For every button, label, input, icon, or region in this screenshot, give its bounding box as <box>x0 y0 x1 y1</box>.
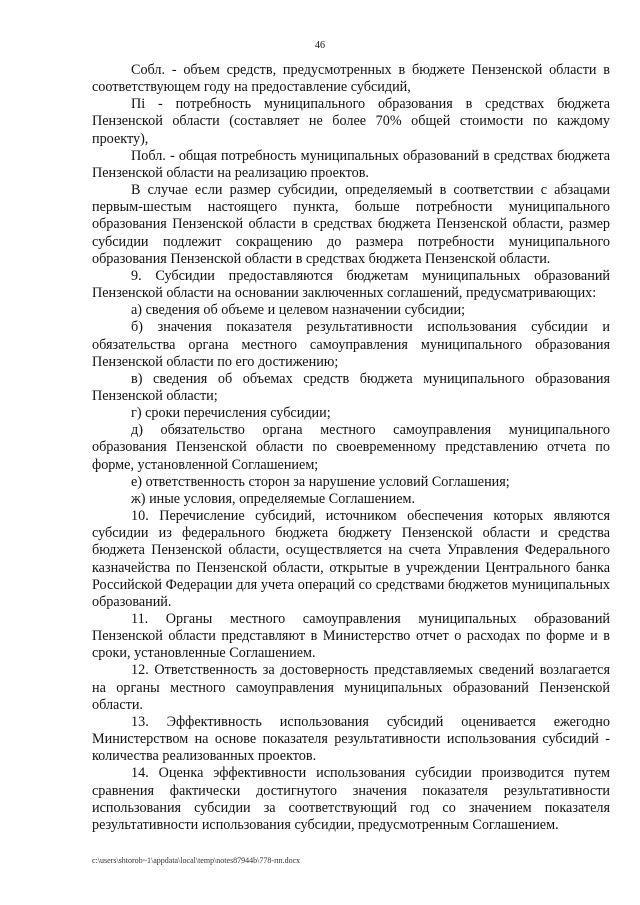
paragraph-item-9-b: б) значения показателя результативности использования субсидии и обязательства органа местного самоуправления муниципального образования Пензенской области по его достижению; <box>92 319 610 370</box>
paragraph-sobl-definition: Собл. - объем средств, предусмотренных в бюджете Пензенской области в соответствующем году на предоставление субсидий, <box>92 62 610 96</box>
paragraph-item-13: 13. Эффективность использования субсидий оценивается ежегодно Министерством на основе показателя результативности использования субсидий - количества реализованных проектов. <box>92 713 610 765</box>
document-body <box>92 62 610 834</box>
paragraph-item-12: 12. Ответственность за достоверность представляемых сведений возлагается на органы местного самоуправления муниципальных образований Пензенской области. <box>92 662 610 713</box>
paragraph-item-14: 14. Оценка эффективности использования субсидии производится путем сравнения фактически достигнутого значения показателя результативности использования субсидии за соответствующий год со значением показателя результативности использования субсидии, предусмотренным Соглашением. <box>92 765 610 833</box>
paragraph-item-9-e: е) ответственность сторон за нарушение условий Соглашения; <box>131 473 510 490</box>
paragraph-item-9-v: в) сведения об объемах средств бюджета муниципального образования Пензенской области; <box>92 370 610 404</box>
paragraph-item-9-d: д) обязательство органа местного самоуправления муниципального образования Пензенской области по своевременному представлению отчета по форме, установленной Соглашением; <box>92 422 610 473</box>
paragraph-item-9-a: а) сведения об объеме и целевом назначении субсидии; <box>131 302 466 319</box>
paragraph-item-9-zh: ж) иные условия, определяемые Соглашением. <box>131 490 416 507</box>
page-number: 46 <box>315 40 325 51</box>
paragraph-pobl-definition: Побл. - общая потребность муниципальных образований в средствах бюджета Пензенской области на реализацию проектов. <box>92 147 610 181</box>
paragraph-item-11: 11. Органы местного самоуправления муниципальных образований Пензенской области представляют в Министерство отчет о расходах по форме и в сроки, установленные Соглашением. <box>92 611 610 662</box>
paragraph-item-9-g: г) сроки перечисления субсидии; <box>131 405 331 422</box>
paragraph-pi-definition: Пi - потребность муниципального образования в средствах бюджета Пензенской области (составляет не более 70% общей стоимости по каждому проекту), <box>92 96 610 147</box>
paragraph-subsidy-reduction: В случае если размер субсидии, определяемый в соответствии с абзацами первым-шестым настоящего пункта, больше потребности муниципального образования Пензенской области в средствах бюджета Пензенской области, размер субсидии подлежит сокращению до размера потребности муниципального образования Пензенской области в средствах бюджета Пензенской области. <box>92 182 610 267</box>
paragraph-item-9: 9. Субсидии предоставляются бюджетам муниципальных образований Пензенской области на основании заключенных соглашений, предусматривающих: <box>92 267 610 302</box>
footer-file-path: c:\users\shtorob~1\appdata\local\temp\notes87944b\778-пп.docx <box>92 856 301 865</box>
paragraph-item-10: 10. Перечисление субсидий, источником обеспечения которых являются субсидии из федерального бюджета бюджету Пензенской области и средства бюджета Пензенской области, осуществляется на счета Управления Федерального казначейства по Пензенской области, открытые в учреждении Центрального банка Российской Федерации для учета операций со средствами бюджетов муниципальных образований. <box>92 508 610 610</box>
